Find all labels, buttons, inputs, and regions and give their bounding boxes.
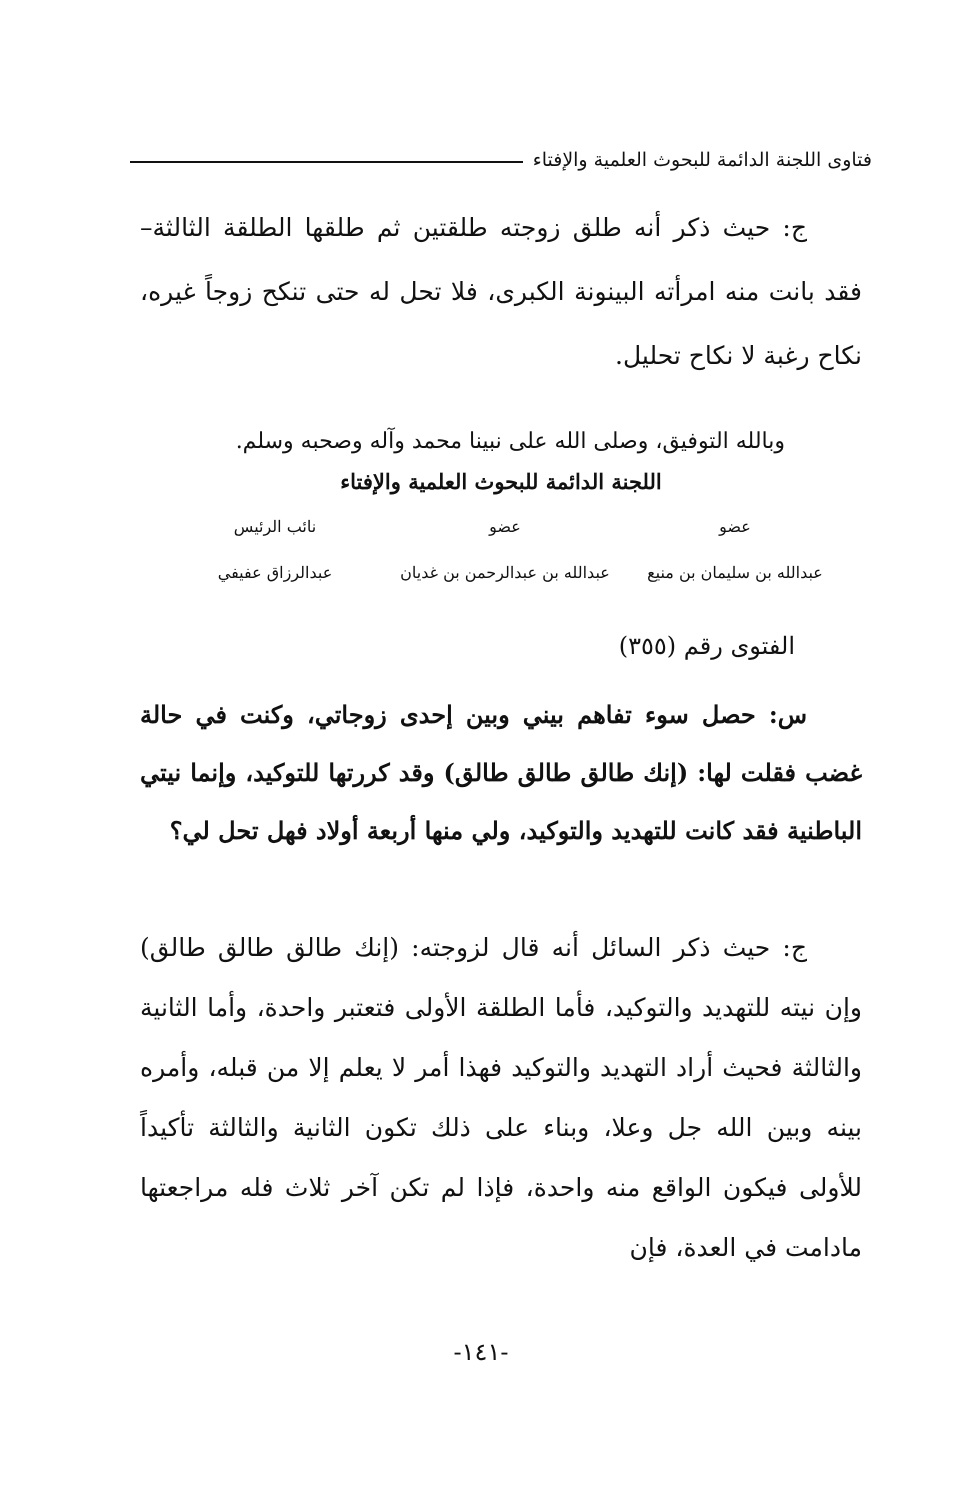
closing-line: وبالله التوفيق، وصلى الله على نبينا محمد وآله وصحبه وسلم. [235, 429, 785, 454]
signature-member-2 [390, 512, 620, 588]
committee-title: اللجنة الدائمة للبحوث العلمية والإفتاء [340, 469, 662, 494]
running-header [130, 142, 872, 178]
answer-paragraph-1: ج: حيث ذكر أنه طلق زوجته طلقتين ثم طلقها الطلقة الثالثة– فقد بانت منه امرأته البينونة الكبرى، فلا تحل له حتى تنكح زوجاً غيره، نكاح رغبة لا نكاح تحليل. [140, 213, 862, 370]
signature-name: عبدالرزاق عفيفي [217, 563, 333, 582]
page-number: -١٤١- [453, 1338, 509, 1366]
question-paragraph: س: حصل سوء تفاهم بيني وبين إحدى زوجاتي، وكنت في حالة غضب فقلت لها: (إنك طالق طالق طالق) وقد كررتها للتوكيد، وإنما نيتي الباطنية فقد كانت للتهديد والتوكيد، ولي منها أربعة أولاد فهل تحل لي؟ [140, 700, 862, 845]
signature-role: عضو [719, 517, 751, 536]
signatures [160, 512, 850, 588]
signature-member-3 [160, 512, 390, 588]
signature-name: عبدالله بن سليمان بن منيع [647, 563, 823, 582]
fatwa-number: الفتوى رقم (٣٥٥) [618, 632, 795, 660]
header-title: فتاوى اللجنة الدائمة للبحوث العلمية والإفتاء [532, 149, 872, 171]
header-rule [130, 161, 523, 163]
signature-name: عبدالله بن عبدالرحمن بن غديان [400, 563, 610, 582]
signature-member-1 [620, 512, 850, 588]
signature-role: نائب الرئيس [233, 517, 317, 536]
signature-role: عضو [489, 517, 521, 536]
answer-paragraph-2: ج: حيث ذكر السائل أنه قال لزوجته: (إنك طالق طالق طالق) وإن نيته للتهديد والتوكيد، فأما الطلقة الأولى فتعتبر واحدة، وأما الثانية والثالثة فحيث أراد التهديد والتوكيد فهذا أمر لا يعلم إلا من قبله، وأمره بينه وبين الله جل وعلا، وبناء على ذلك تكون الثانية والثالثة تأكيداً للأولى فيكون الواقع منه واحدة، فإذا لم تكن آخر ثلاث فله مراجعتها مادامت في العدة، فإن [140, 933, 862, 1262]
